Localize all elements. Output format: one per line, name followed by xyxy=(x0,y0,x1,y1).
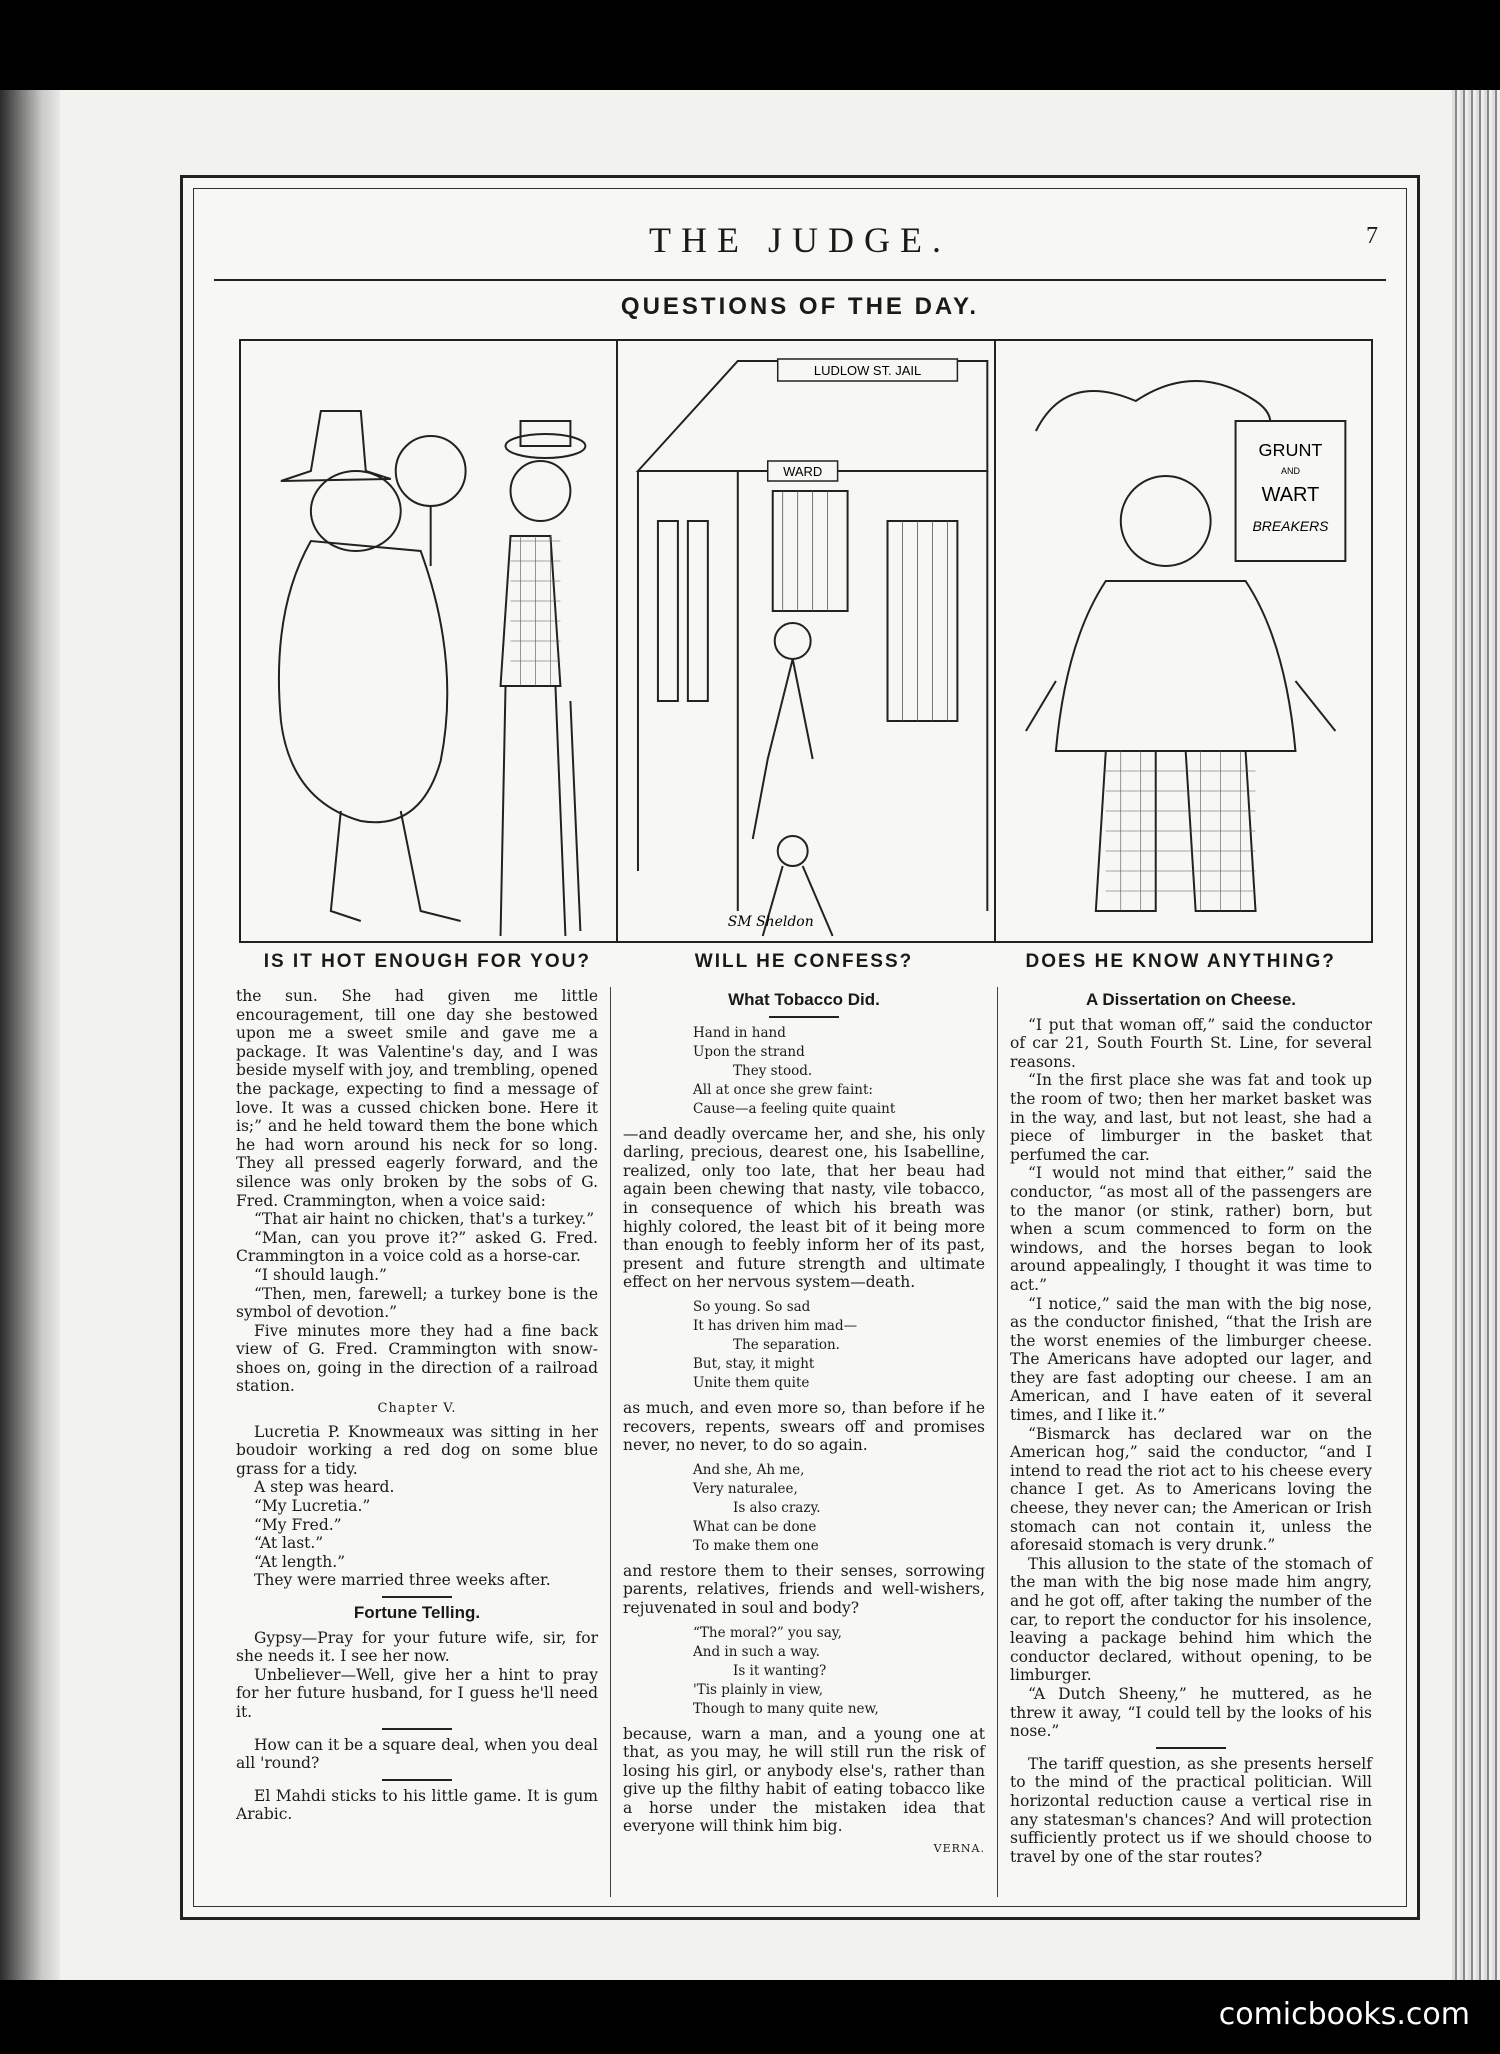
page-border xyxy=(193,188,1407,1907)
cartoon-title: QUESTIONS OF THE DAY. xyxy=(620,293,980,320)
verse-line: They stood. xyxy=(733,1062,813,1079)
paragraph: and restore them to their senses, sorrowing parents, relatives, friends and well-wishers, rejuvenated in soul and body? xyxy=(623,1561,985,1617)
cartoon-captions xyxy=(239,951,1369,973)
paragraph: “I should laugh.” xyxy=(254,1265,387,1284)
verse-line: What can be done xyxy=(693,1518,817,1535)
verse-line: All at once she grew faint: xyxy=(693,1081,873,1098)
paragraph: How can it be a square deal, when you deal all 'round? xyxy=(236,1735,598,1773)
verse xyxy=(623,1024,985,1119)
paragraph: Lucretia P. Knowmeaux was sitting in her boudoir working a red dog on some blue grass for a tidy. xyxy=(236,1422,598,1478)
paragraph: This allusion to the state of the stomach of the man with the big nose made him angry, and he got off, after taking the number of the car, to report the conductor for his insolence, leaving a package behind him which the conductor declared, without opening, to be limburger. xyxy=(1010,1554,1372,1685)
masthead: THE JUDGE. xyxy=(649,220,951,260)
panel-hot xyxy=(241,341,618,941)
hot-weather-illustration xyxy=(241,341,616,941)
verse-line: 'Tis plainly in view, xyxy=(693,1681,823,1698)
paragraph: —and deadly overcame her, and she, his only darling, precious, dearest one, his Isabelline, realized, only too late, that her beau had again been chewing that nasty, vile tobacco, in consequence of which his breath was highly colored, the least bit of it being more than enough to feebly inform her of its past, present and future strength and ultimate effect on her nervous system—death. xyxy=(623,1124,985,1292)
verse-line: Is also crazy. xyxy=(733,1499,821,1516)
paragraph: “At length.” xyxy=(254,1552,346,1571)
paragraph: “In the first place she was fat and took up the room of two; then her market basket was in the way, and last, but not least, she had a piece of limburger in the basket that perfumed the car. xyxy=(1010,1071,1372,1164)
paragraph: because, warn a man, and a young one at that, as you may, he will still run the risk of losing his girl, or anybody else's, rather than give up the filthy habit of eating tobacco like a horse under the mistaken idea that everyone will think him big. xyxy=(623,1724,985,1836)
verse xyxy=(623,1461,985,1556)
chapter-heading: Chapter V. xyxy=(377,1401,457,1417)
verse-line: To make them one xyxy=(693,1537,819,1554)
paragraph: “My Lucretia.” xyxy=(254,1497,371,1516)
paragraph: “Man, can you prove it?” asked G. Fred. Crammington in a voice cold as a horse-car. xyxy=(236,1228,598,1266)
text-columns xyxy=(224,987,1384,1897)
section-rule xyxy=(382,1779,452,1781)
section-rule xyxy=(1156,1747,1226,1749)
verse-line: Is it wanting? xyxy=(733,1662,827,1679)
watermark: comicbooks.com xyxy=(1218,1997,1470,2032)
verse-line: It has driven him mad— xyxy=(693,1317,858,1334)
paragraph: They were married three weeks after. xyxy=(254,1571,551,1590)
verse-line: So young. So sad xyxy=(693,1298,811,1315)
paragraph: “I would not mind that either,” said the conductor, “as most all of the passengers are to the manor (or stink, rather) born, but when a scum commenced to form on the windows, and the horses began to look around appealingly, I thought it was time to act.” xyxy=(1010,1164,1372,1294)
verse-line: But, stay, it might xyxy=(693,1355,815,1372)
verse-line: Hand in hand xyxy=(693,1024,786,1041)
verse-line: Unite them quite xyxy=(693,1374,810,1391)
sign-word-1: GRUNT xyxy=(1258,439,1323,461)
verse-line: Upon the strand xyxy=(693,1043,805,1060)
book-gutter xyxy=(0,90,60,1980)
paragraph: “A Dutch Sheeny,” he muttered, as he threw it away, “I could tell by the looks of his nose.” xyxy=(1010,1684,1372,1741)
caption-confess: WILL HE CONFESS? xyxy=(694,951,914,972)
verse-line: Cause—a feeling quite quaint xyxy=(693,1100,896,1117)
paragraph: “Bismarck has declared war on the American hog,” said the conductor, “and I intend to read the riot act to his cheese every chance I get. As to Americans loving the cheese, they never can; the American or Irish stomach can not contain it, unless the aforesaid stomach is very drunk.” xyxy=(1010,1424,1372,1555)
column-1 xyxy=(224,987,610,1897)
signature: VERNA. xyxy=(933,1842,985,1856)
verse xyxy=(623,1624,985,1719)
paragraph: Unbeliever—Well, give her a hint to pray for her future husband, for I guess he'll need it. xyxy=(236,1665,598,1721)
panel-know xyxy=(996,341,1371,941)
sign-word-2: AND xyxy=(1280,465,1300,477)
page-number: 7 xyxy=(1366,223,1378,249)
cheese-title: A Dissertation on Cheese. xyxy=(1085,990,1297,1009)
cartoon-panels xyxy=(239,339,1373,943)
paragraph: A step was heard. xyxy=(254,1478,395,1497)
verse-line: And in such a way. xyxy=(693,1643,820,1660)
page-edges xyxy=(1452,90,1500,1980)
paragraph: “I notice,” said the man with the big nose, as the conductor finished, “that the Irish are the worst enemies of the limburger cheese. The Americans have adopted our lager, and they are fast adopting our cheese. I am an American, and I have eaten of it several times, and I like it.” xyxy=(1010,1294,1372,1425)
tobacco-title: What Tobacco Did. xyxy=(728,990,880,1009)
paragraph: “I put that woman off,” said the conductor of car 21, South Fourth St. Line, for several reasons. xyxy=(1010,1015,1372,1071)
newspaper-page xyxy=(180,175,1420,1920)
section-rule xyxy=(382,1596,452,1598)
politician-illustration xyxy=(996,341,1371,941)
paragraph: Gypsy—Pray for your future wife, sir, for she needs it. I see her now. xyxy=(236,1628,598,1666)
paragraph: the sun. She had given me little encouragement, till one day she bestowed upon me a sweet smile and gave me a package. It was Valentine's day, and I was beside myself with joy, and trembling, opened the package, expecting to find a message of love. It was a cussed chicken bone. Here it is;” and he held toward them the bone which he had worn around his neck for so long. They all pressed eagerly forward, and the silence was only broken by the sobs of G. Fred. Crammington, when a voice said: xyxy=(236,987,598,1210)
sign-word-3: WART xyxy=(1261,483,1319,507)
caption-know: DOES HE KNOW ANYTHING? xyxy=(1025,951,1336,972)
verse-line: “The moral?” you say, xyxy=(693,1624,842,1641)
paragraph: “At last.” xyxy=(254,1534,324,1553)
paragraph: as much, and even more so, than before if he recovers, repents, swears off and promises never, no never, to do so again. xyxy=(623,1398,985,1455)
verse xyxy=(623,1298,985,1393)
verse-line: The separation. xyxy=(733,1336,840,1353)
column-3 xyxy=(997,987,1384,1897)
paragraph: El Mahdi sticks to his little game. It is gum Arabic. xyxy=(236,1786,598,1824)
paragraph: “My Fred.” xyxy=(254,1515,342,1534)
sign-word-4: BREAKERS xyxy=(1252,517,1329,535)
caption-hot: IS IT HOT ENOUGH FOR YOU? xyxy=(263,951,591,972)
verse-line: Very naturalee, xyxy=(693,1480,798,1497)
panel-confess xyxy=(618,341,995,941)
paragraph: “Then, men, farewell; a turkey bone is the symbol of devotion.” xyxy=(236,1284,598,1322)
artist-signature: SM Sheldon xyxy=(728,913,815,931)
column-2 xyxy=(610,987,997,1897)
fortune-title: Fortune Telling. xyxy=(353,1603,481,1622)
paragraph: The tariff question, as she presents herself to the mind of the practical politician. Will horizontal reduction cause a vertical rise in any statesman's chances? And will protection sufficiently protect us if we should choose to travel by one of the star routes? xyxy=(1010,1754,1372,1866)
paragraph: Five minutes more they had a fine back view of G. Fred. Crammington with snow-shoes on, going in the direction of a railroad station. xyxy=(236,1321,598,1396)
section-rule xyxy=(769,1016,839,1018)
ward-sign: WARD xyxy=(783,463,823,480)
jail-sign: LUDLOW ST. JAIL xyxy=(814,362,922,379)
section-rule xyxy=(382,1728,452,1730)
verse-line: Though to many quite new, xyxy=(693,1700,879,1717)
verse-line: And she, Ah me, xyxy=(693,1461,805,1478)
jail-illustration xyxy=(618,341,993,941)
masthead-rule xyxy=(214,279,1386,281)
paragraph: “That air haint no chicken, that's a turkey.” xyxy=(254,1210,595,1229)
